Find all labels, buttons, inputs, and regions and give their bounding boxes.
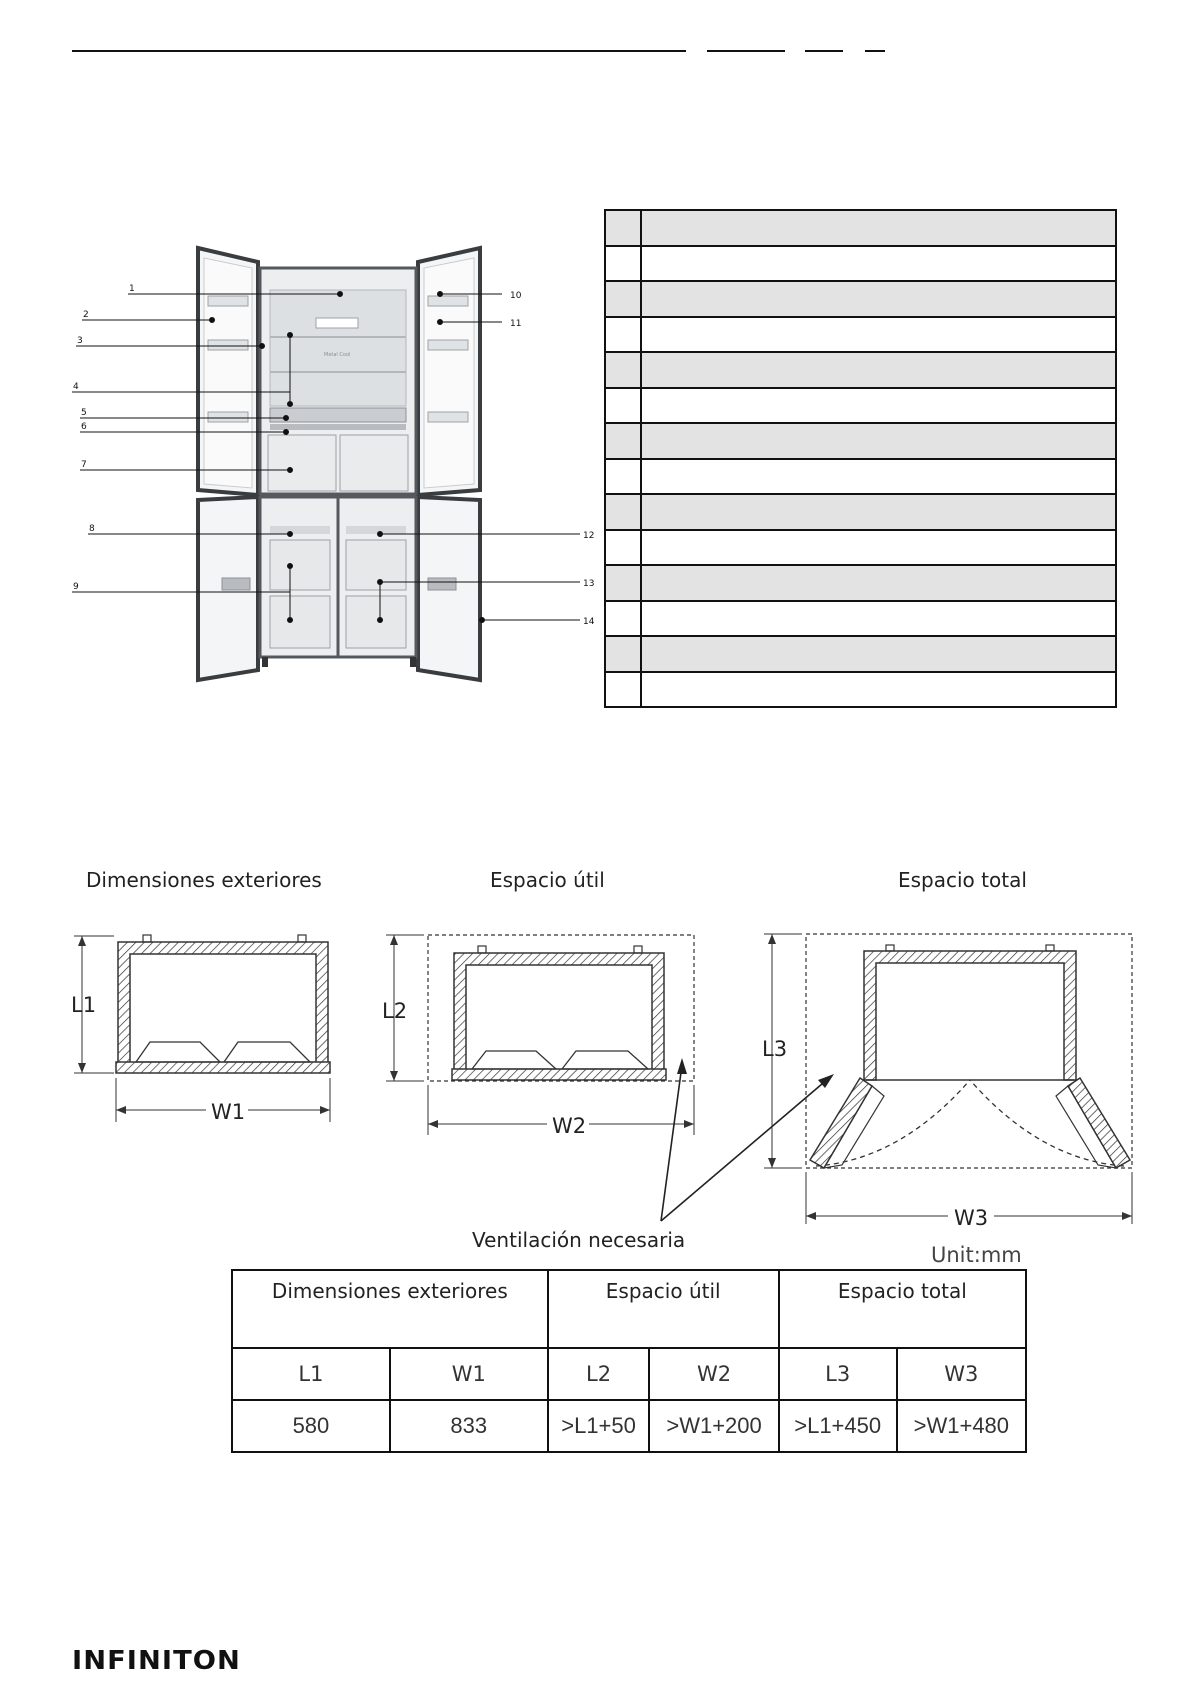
parts-row [605,281,1116,317]
callout-5: 5 [81,408,87,418]
parts-row [605,459,1116,495]
exterior-heading: Dimensiones exteriores [86,868,322,892]
parts-desc-cell [641,423,1116,459]
label-l1: L1 [71,993,97,1017]
total-space-heading: Espacio total [898,868,1027,892]
group-exterior: Dimensiones exteriores [232,1270,548,1348]
dimensions-group-row [232,1270,1026,1348]
parts-row [605,494,1116,530]
value-l3: >L1+450 [779,1400,897,1452]
callout-7: 7 [81,460,87,470]
group-total: Espacio total [779,1270,1026,1348]
label-w1: W1 [211,1100,246,1124]
parts-desc-cell [641,636,1116,672]
callout-2: 2 [83,310,89,320]
parts-desc-cell [641,530,1116,566]
header-rule-4 [865,50,885,52]
exterior-diagram [71,935,330,1124]
fridge-panel-text: Metal Cool [324,352,351,358]
brand-logo: INFINITON [72,1646,241,1676]
parts-num-cell [605,246,641,282]
group-useful: Espacio útil [548,1270,779,1348]
parts-num-cell [605,636,641,672]
parts-row [605,530,1116,566]
parts-table [604,209,1117,708]
parts-desc-cell [641,317,1116,353]
header-rule-1 [72,50,686,52]
parts-desc-cell [641,565,1116,601]
label-l3: L3 [762,1037,788,1061]
callout-3: 3 [77,336,83,346]
dimensions-value-row [232,1400,1026,1452]
total-space-diagram [762,934,1132,1230]
parts-num-cell [605,388,641,424]
parts-num-cell [605,352,641,388]
callout-14: 14 [583,617,595,627]
dimensions-header-row [232,1348,1026,1400]
header-l1: L1 [232,1348,390,1400]
useful-space-diagram [382,935,694,1138]
value-w1: 833 [390,1400,548,1452]
parts-num-cell [605,565,641,601]
label-w2: W2 [552,1114,587,1138]
parts-row [605,210,1116,246]
header-w2: W2 [649,1348,778,1400]
header-rule-2 [707,50,785,52]
parts-num-cell [605,530,641,566]
value-w2: >W1+200 [649,1400,778,1452]
parts-row [605,388,1116,424]
parts-row [605,246,1116,282]
useful-space-heading: Espacio útil [490,868,605,892]
callout-8: 8 [89,524,95,534]
callout-4: 4 [73,382,79,392]
parts-desc-cell [641,388,1116,424]
header-w3: W3 [897,1348,1026,1400]
parts-desc-cell [641,494,1116,530]
callout-1: 1 [129,284,135,294]
parts-desc-cell [641,352,1116,388]
parts-num-cell [605,317,641,353]
label-w3: W3 [954,1206,989,1230]
parts-num-cell [605,601,641,637]
parts-num-cell [605,281,641,317]
header-l2: L2 [548,1348,650,1400]
parts-row [605,565,1116,601]
parts-num-cell [605,494,641,530]
dimension-diagrams [60,915,1140,1235]
parts-desc-cell [641,281,1116,317]
unit-label: Unit:mm [931,1243,1022,1267]
header-w1: W1 [390,1348,548,1400]
parts-row [605,352,1116,388]
parts-num-cell [605,423,641,459]
value-l1: 580 [232,1400,390,1452]
callout-12: 12 [583,531,595,541]
callout-6: 6 [81,422,87,432]
ventilation-label: Ventilación necesaria [472,1228,686,1252]
parts-desc-cell [641,672,1116,708]
callout-13: 13 [583,579,595,589]
parts-row [605,423,1116,459]
parts-desc-cell [641,246,1116,282]
header-l3: L3 [779,1348,897,1400]
parts-row [605,672,1116,708]
parts-desc-cell [641,459,1116,495]
parts-row [605,636,1116,672]
value-w3: >W1+480 [897,1400,1026,1452]
parts-row [605,601,1116,637]
parts-num-cell [605,672,641,708]
callout-11: 11 [510,319,522,329]
callout-10: 10 [510,291,522,301]
label-l2: L2 [382,999,408,1023]
parts-desc-cell [641,210,1116,246]
dimensions-table [231,1269,1027,1453]
callout-9: 9 [73,582,79,592]
parts-num-cell [605,210,641,246]
parts-desc-cell [641,601,1116,637]
value-l2: >L1+50 [548,1400,650,1452]
fridge-illustration [60,240,595,690]
ventilation-arrows [661,1058,834,1221]
parts-row [605,317,1116,353]
parts-num-cell [605,459,641,495]
header-rule-3 [805,50,843,52]
